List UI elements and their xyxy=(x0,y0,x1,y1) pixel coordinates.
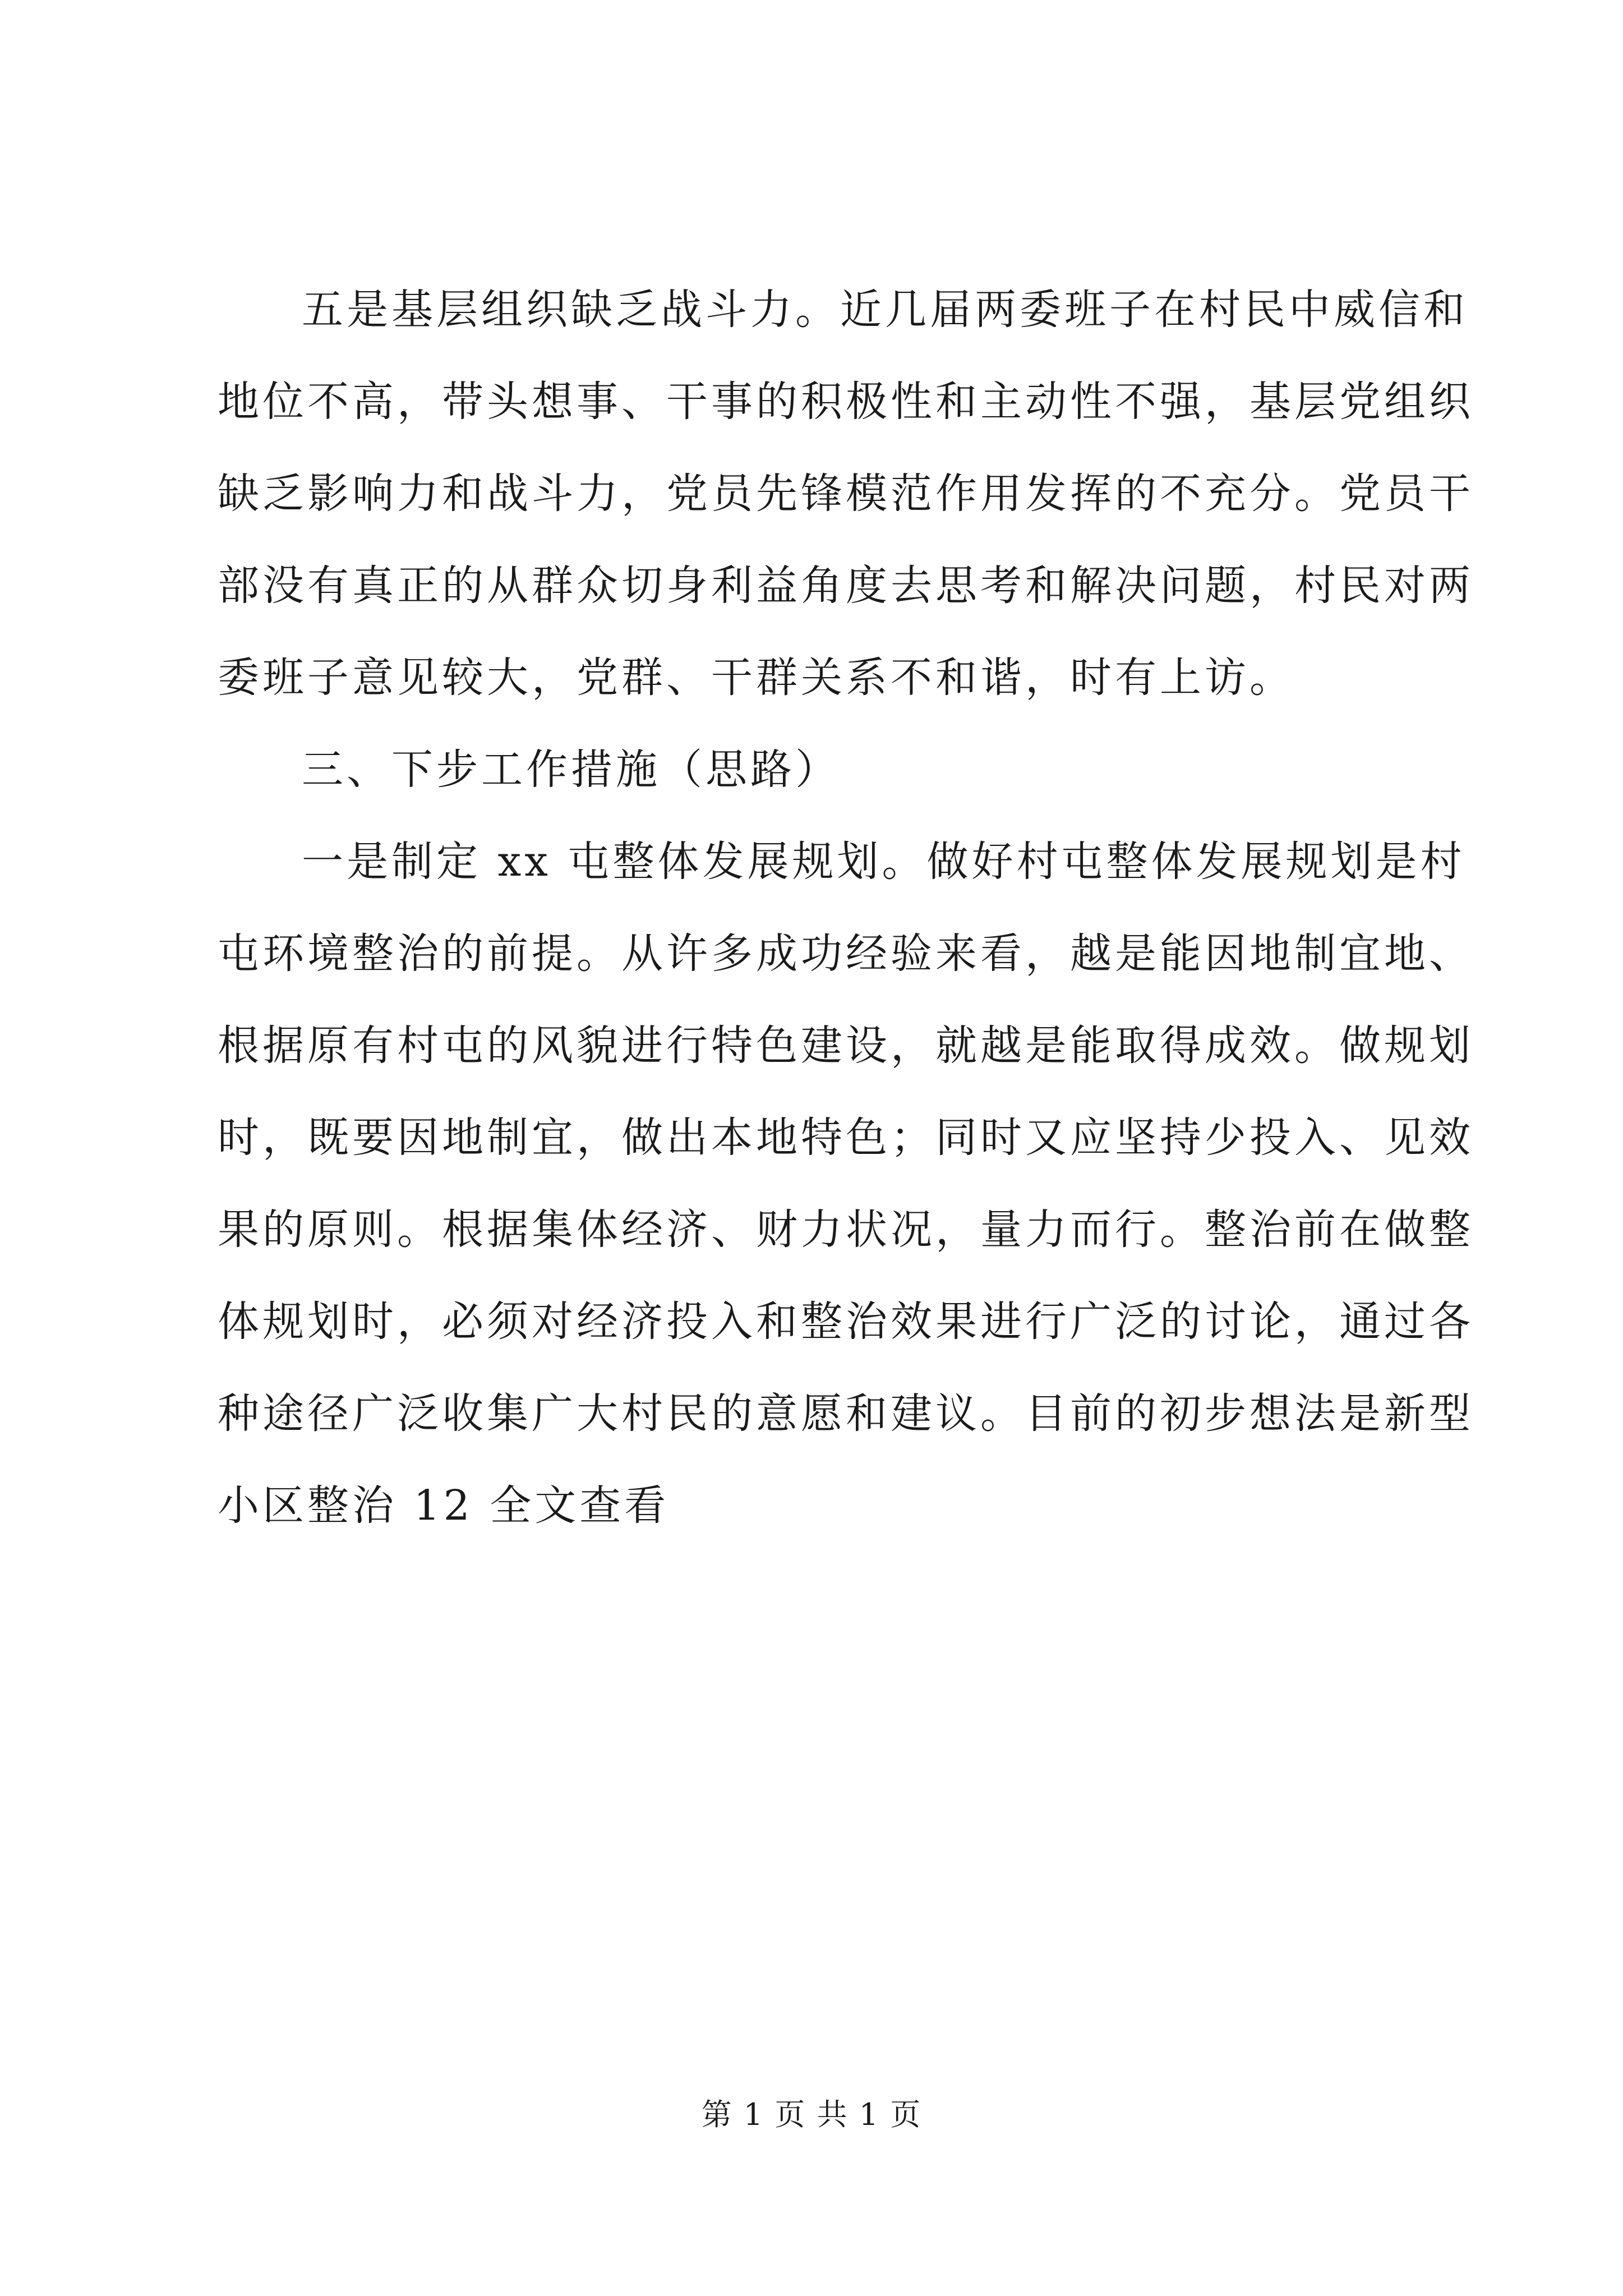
section-heading: 三、下步工作措施（思路） xyxy=(302,746,840,794)
paragraph-line: 部没有真正的从群众切身利益角度去思考和解决问题，村民对两 xyxy=(218,562,1474,610)
paragraph-line: 五是基层组织缺乏战斗力。近几届两委班子在村民中威信和 xyxy=(302,286,1468,334)
paragraph-line: 种途径广泛收集广大村民的意愿和建议。目前的初步想法是新型 xyxy=(218,1389,1474,1438)
paragraph-line: 缺乏影响力和战斗力，党员先锋模范作用发挥的不充分。党员干 xyxy=(218,470,1474,518)
paragraph-line: 果的原则。根据集体经济、财力状况，量力而行。整治前在做整 xyxy=(218,1205,1474,1254)
paragraph-line: 地位不高，带头想事、干事的积极性和主动性不强，基层党组织 xyxy=(218,378,1474,426)
paragraph-line: 小区整治 12 全文查看 xyxy=(218,1481,670,1530)
paragraph-line: 委班子意见较大，党群、干群关系不和谐，时有上访。 xyxy=(218,654,1294,702)
document-body xyxy=(218,264,1474,1552)
paragraph-line: 一是制定 xx 屯整体发展规划。做好村屯整体发展规划是村 xyxy=(302,838,1465,886)
page-number-footer: 第 1 页 共 1 页 xyxy=(701,2097,922,2132)
paragraph-line: 屯环境整治的前提。从许多成功经验来看，越是能因地制宜地、 xyxy=(218,930,1474,978)
paragraph-line: 根据原有村屯的风貌进行特色建设，就越是能取得成效。做规划 xyxy=(218,1022,1474,1070)
paragraph-line: 时，既要因地制宜，做出本地特色；同时又应坚持少投入、见效 xyxy=(218,1114,1474,1162)
paragraph-line: 体规划时，必须对经济投入和整治效果进行广泛的讨论，通过各 xyxy=(218,1297,1474,1346)
